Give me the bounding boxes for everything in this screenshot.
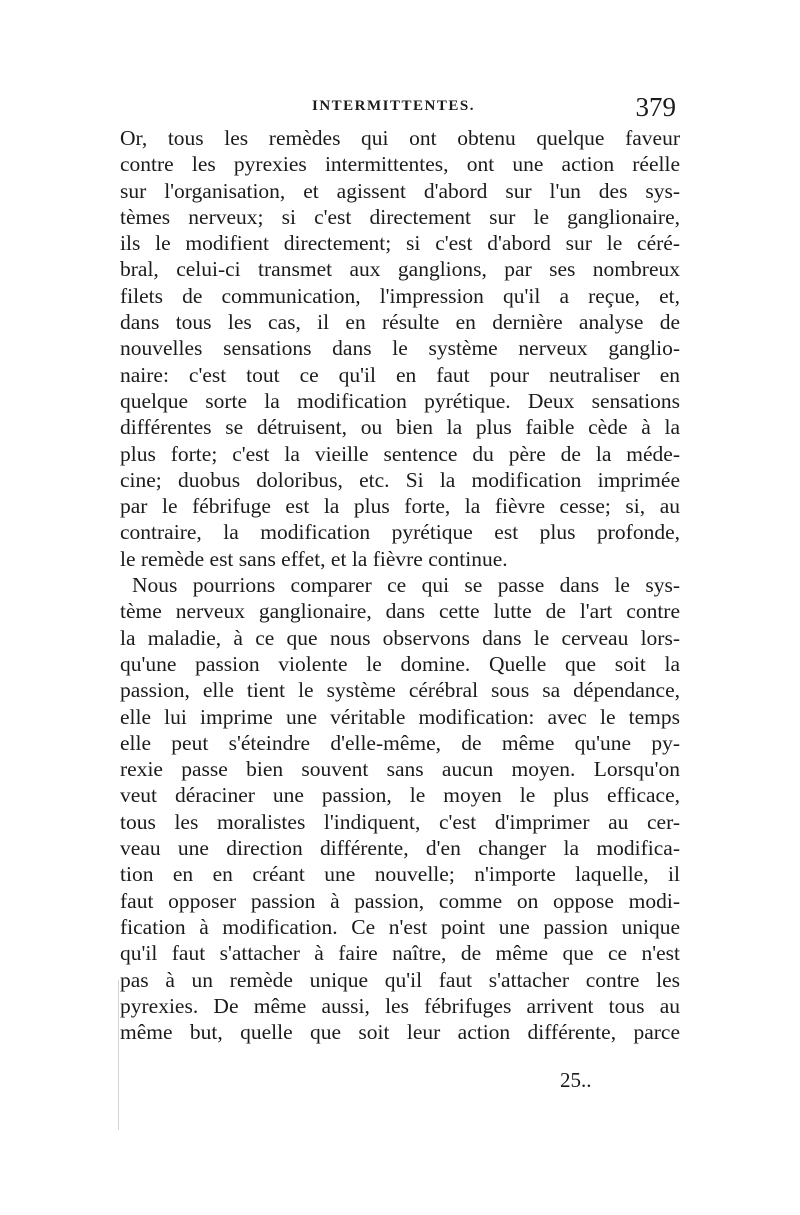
text-line: même but, quelle que soit leur action différente, parce <box>120 1020 680 1045</box>
paragraph-start-line: Nous pourrions comparer ce qui se passe dans le sys- <box>132 573 680 598</box>
text-line: tème nerveux ganglionaire, dans cette lutte de l'art contre <box>120 599 680 624</box>
text-line: filets de communication, l'impression qu'il a reçue, et, <box>120 283 680 308</box>
text-line: cine; duobus doloribus, etc. Si la modification imprimée <box>120 467 680 492</box>
page-number: 379 <box>635 92 676 122</box>
text-line: passion, elle tient le système cérébral sous sa dépendance, <box>120 678 680 703</box>
text-line: fication à modification. Ce n'est point une passion unique <box>120 914 680 939</box>
text-line: naire: c'est tout ce qu'il en faut pour neutraliser en <box>120 362 680 387</box>
text-line: par le fébrifuge est la plus forte, la fièvre cesse; si, au <box>120 494 680 519</box>
text-line: pas à un remède unique qu'il faut s'attacher contre les <box>120 967 680 992</box>
paragraph-end-line: le remède est sans effet, et la fièvre continue. <box>120 546 508 571</box>
text-line: tous les moralistes l'indiquent, c'est d'imprimer au cer- <box>120 809 680 834</box>
text-line: veut déraciner une passion, le moyen le plus efficace, <box>120 783 680 808</box>
text-line: tion en en créant une nouvelle; n'importe laquelle, il <box>120 862 680 887</box>
text-line: contre les pyrexies intermittentes, ont une action réelle <box>120 152 680 177</box>
running-head <box>120 92 680 124</box>
text-line: tèmes nerveux; si c'est directement sur le ganglionaire, <box>120 204 680 229</box>
text-line: qu'une passion violente le domine. Quelle que soit la <box>120 651 680 676</box>
running-title: INTERMITTENTES. <box>312 98 475 114</box>
text-line: nouvelles sensations dans le système nerveux ganglio- <box>120 336 680 361</box>
text-line: bral, celui-ci transmet aux ganglions, par ses nombreux <box>120 257 680 282</box>
text-line: différentes se détruisent, ou bien la plus faible cède à la <box>120 415 680 440</box>
text-line: faut opposer passion à passion, comme on oppose modi- <box>120 888 680 913</box>
text-line: la maladie, à ce que nous observons dans le cerveau lors- <box>120 625 680 650</box>
text-line: qu'il faut s'attacher à faire naître, de même que ce n'est <box>120 941 680 966</box>
text-line: ils le modifient directement; si c'est d'abord sur le céré- <box>120 231 680 256</box>
text-line: rexie passe bien souvent sans aucun moyen. Lorsqu'on <box>120 757 680 782</box>
body-text <box>120 125 680 1045</box>
text-line: elle lui imprime une véritable modification: avec le temps <box>120 704 680 729</box>
text-line: plus forte; c'est la vieille sentence du père de la méde- <box>120 441 680 466</box>
text-line: contraire, la modification pyrétique est plus profonde, <box>120 520 680 545</box>
text-line: Or, tous les remèdes qui ont obtenu quelque faveur <box>120 126 680 150</box>
margin-rule <box>118 980 119 1130</box>
text-line: quelque sorte la modification pyrétique. Deux sensations <box>120 388 680 413</box>
signature-mark: 25.. <box>560 1068 592 1092</box>
text-line: veau une direction différente, d'en changer la modifica- <box>120 836 680 861</box>
text-line: sur l'organisation, et agissent d'abord sur l'un des sys- <box>120 178 680 203</box>
text-line: pyrexies. De même aussi, les fébrifuges arrivent tous au <box>120 993 680 1018</box>
text-line: dans tous les cas, il en résulte en dernière analyse de <box>120 310 680 335</box>
text-line: elle peut s'éteindre d'elle-même, de même qu'une py- <box>120 730 680 755</box>
